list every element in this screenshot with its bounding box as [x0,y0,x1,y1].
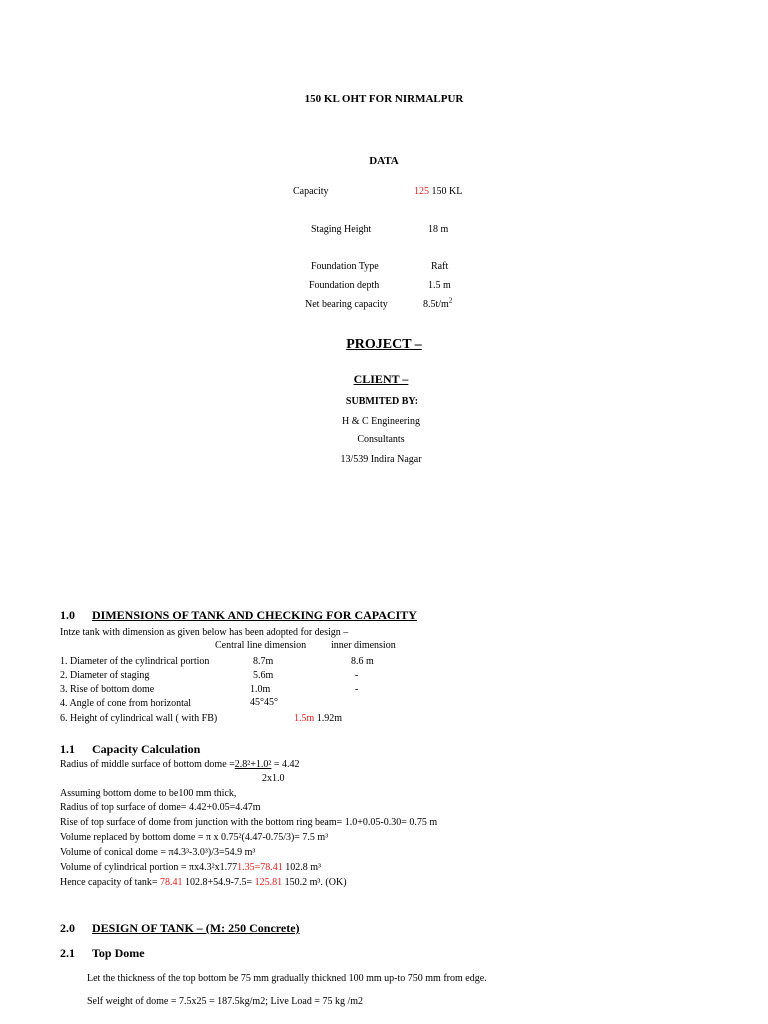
section-2-1-heading [60,946,145,961]
firm-address-text: 13/539 Indira Nagar [340,454,422,465]
radius-result: = 4.42 [271,759,300,770]
section-2-title: DESIGN OF TANK – (M: 250 Concrete) [92,921,300,935]
submitted-by [0,396,764,407]
section-2-heading [60,921,300,936]
section-1-1-number: 1.1 [60,742,75,756]
radius-denominator: 2x1.0 [262,773,285,784]
self-weight-line: Self weight of dome = 7.5x25 = 187.5kg/m2; Live Load = 75 kg /m2 [87,996,364,1007]
foundation-type-label: Foundation Type [311,261,379,272]
document-title [0,93,768,105]
section-1-title: DIMENSIONS OF TANK AND CHECKING FOR CAPACITY [92,608,417,622]
capacity-struck-value: 125 [414,186,429,197]
capacity-total-old-1: 78.41 [160,877,183,888]
capacity-current-value: 150 KL [431,186,463,197]
staging-value: 18 m [428,224,449,235]
dim-row-label: 2. Diameter of staging [60,670,150,681]
firm-name-2-text: Consultants [357,434,405,445]
staging-label: Staging Height [311,224,372,235]
data-heading [0,155,768,167]
calc-line: Assuming bottom dome to be100 mm thick, [60,788,237,799]
foundation-type-value: Raft [431,261,449,272]
dim-row-label: 6. Height of cylindrical wall ( with FB) [60,713,218,724]
client-text: CLIENT – [353,372,409,386]
section-1-1-title: Capacity Calculation [92,742,201,756]
bearing-capacity-value [423,296,453,310]
project-heading [0,337,768,353]
capacity-total-prefix: Hence capacity of tank= [60,877,161,888]
dim-row-central: 1.0m [250,684,271,695]
title-text: 150 KL OHT FOR NIRMALPUR [304,93,464,105]
foundation-depth-value: 1.5 m [428,280,451,291]
dim-row-central [294,713,342,724]
dim-row-central-old: 1.5m [294,713,315,724]
submitted-by-text: SUBMITED BY: [345,396,419,407]
capacity-total-line [60,877,347,888]
column-central-header: Central line dimension [215,640,307,651]
radius-numerator: 2.8²+1.0² [234,759,272,770]
dim-row-central: 5.6m [253,670,274,681]
dim-row-label: 3. Rise of bottom dome [60,684,155,695]
section-1-intro: Intze tank with dimension as given below has been adopted for design – [60,627,349,638]
dim-row-inner: - [355,670,359,681]
cylinder-volume-old: 1.35=78.41 [237,862,283,873]
section-2-number: 2.0 [60,921,75,935]
capacity-total-result: 150.2 m³. (OK) [282,877,347,888]
calc-line: Volume replaced by bottom dome = π x 0.75²(4.47-0.75/3)= 7.5 m³ [60,832,329,843]
data-heading-text: DATA [369,155,399,167]
capacity-total-old-2: 125.81 [254,877,283,888]
project-text: PROJECT – [346,337,422,352]
firm-address [0,454,762,465]
section-1-number: 1.0 [60,608,75,622]
foundation-depth-label: Foundation depth [309,280,380,291]
bearing-capacity-label: Net bearing capacity [305,299,388,310]
dim-row-label: 1. Diameter of the cylindrical portion [60,656,210,667]
client-heading [0,372,762,387]
capacity-total-mid: 102.8+54.9-7.5= [182,877,255,888]
firm-name-line2 [0,434,762,445]
bearing-value-text: 8.5t/m [423,299,449,310]
calc-line: Volume of conical dome = π4.3³-3.0³)/3=54.9 m³ [60,847,256,858]
firm-name-1-text: H & C Engineering [341,416,421,427]
radius-equation-prefix: Radius of middle surface of bottom dome = [60,759,235,770]
firm-name-line1 [0,416,762,427]
cylinder-volume-line [60,862,321,873]
radius-equation [60,759,300,770]
section-2-1-title: Top Dome [92,946,145,960]
column-inner-header: inner dimension [331,640,396,651]
cylinder-volume-new: 102.8 m³ [282,862,322,873]
dim-row-central: 8.7m [253,656,274,667]
dim-row-central-new: 1.92m [316,713,343,724]
calc-line: Radius of top surface of dome= 4.42+0.05=4.47m [60,802,261,813]
dim-row-inner: - [355,684,359,695]
bearing-unit-sup: 2 [448,296,453,305]
section-1-1-heading [60,742,200,757]
top-dome-paragraph: Let the thickness of the top bottom be 75 mm gradually thickned 100 mm up-to 750 mm from edge. [87,973,487,984]
calc-line: Rise of top surface of dome from junction with the bottom ring beam= 1.0+0.05-0.30= 0.75 m [60,817,438,828]
dim-row-inner: 8.6 m [351,656,374,667]
section-2-1-number: 2.1 [60,946,75,960]
capacity-value [414,186,462,197]
dim-row-label: 4. Angle of cone from horizontal [60,698,192,709]
capacity-label: Capacity [293,186,329,197]
section-1-heading [60,608,417,623]
dim-row-central: 45°45° [250,697,278,708]
cylinder-volume-prefix: Volume of cylindrical portion = πx4.3²x1.77 [60,862,238,873]
